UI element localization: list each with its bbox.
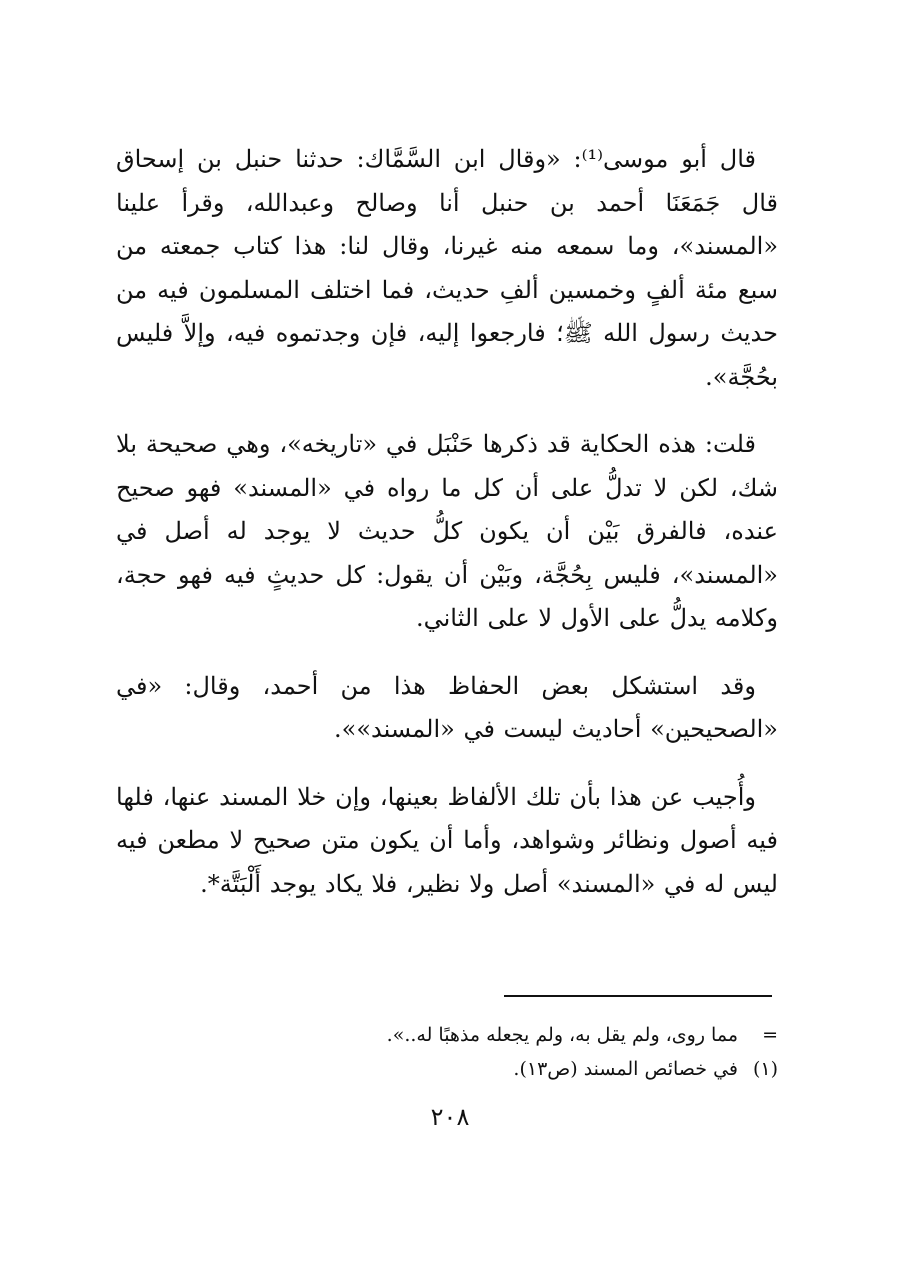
page-number: ٢٠٨ [430, 1103, 470, 1131]
footnote-divider [504, 995, 772, 997]
paragraph-3: وقد استشكل بعض الحفاظ هذا من أحمد، وقال: «في «الصحيحين» أحاديث ليست في «المسند»». [116, 671, 778, 743]
footnote-marker: = [762, 1024, 778, 1046]
paragraph-1: قال أبو موسى⁽¹⁾: «وقال ابن السَّمَّاك: حدثنا حنبل بن إسحاق قال جَمَعَنَا أحمد بن حنبل أنا وصالح وعبدالله، وقرأ علينا «المسند»، وما سمعه منه غيرنا، وقال لنا: هذا كتاب جمعته من سبع مئة ألفٍ وخمسين ألفِ حديث، فما اختلف المسلمون فيه من حديث رسول الله ﷺ؛ فارجعوا إليه، فإن وجدتموه فيه، وإلاَّ فليس بحُجَّة». [116, 145, 779, 391]
footnote-continuation [116, 1018, 778, 1052]
paragraph-4: وأُجيب عن هذا بأن تلك الألفاظ بعينها، وإن خلا المسند عنها، فلها فيه أصول ونظائر وشواهد، وأما أن يكون متن صحيح لا مطعن فيه ليس له في «المسند» أصل ولا نظير، فلا يكاد يوجد أَلْبَتَّة*. [116, 782, 778, 898]
footnotes [116, 1018, 778, 1086]
footnote-1 [116, 1052, 778, 1086]
footnote-text: مما روى، ولم يقل به، ولم يجعله مذهبًا له..». [386, 1024, 738, 1046]
main-text [116, 138, 778, 930]
paragraph-2: قلت: هذه الحكاية قد ذكرها حَنْبَل في «تاريخه»، وهي صحيحة بلا شك، لكن لا تدلُّ على أن كل ما رواه في «المسند» فهو صحيح عنده، فالفرق بَيْن أن يكون كلُّ حديث لا يوجد له أصل في «المسند»، فليس بِحُجَّة، وبَيْن أن يقول: كل حديثٍ فيه فهو حجة، وكلامه يدلُّ على الأول لا على الثاني. [116, 430, 778, 632]
footnote-marker: (١) [752, 1058, 778, 1080]
footnote-text: في خصائص المسند (ص١٣). [513, 1058, 738, 1080]
